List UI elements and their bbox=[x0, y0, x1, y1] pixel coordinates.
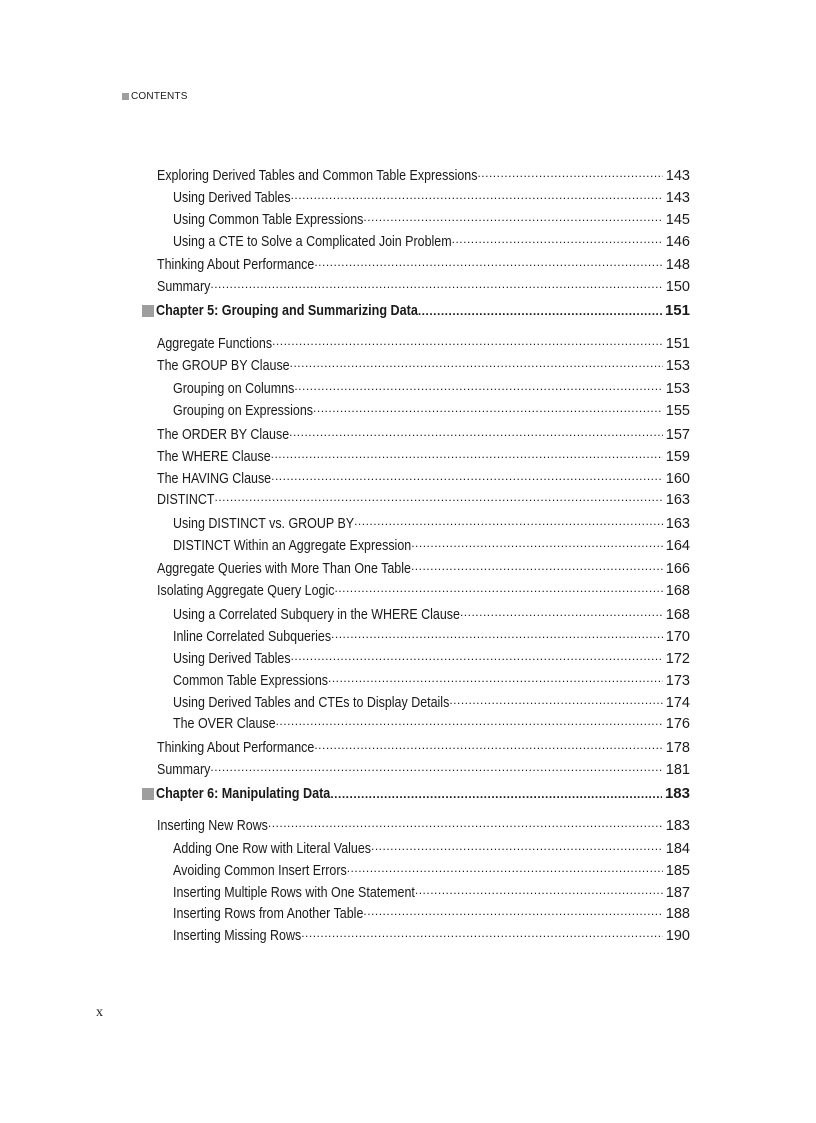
toc-entry-page: 183 bbox=[665, 817, 690, 834]
dot-leader bbox=[210, 276, 662, 291]
toc-entry-title: The WHERE Clause bbox=[157, 448, 271, 465]
toc-entry-title: Thinking About Performance bbox=[157, 739, 315, 756]
toc-entry-page: 187 bbox=[665, 884, 690, 901]
toc-entry[interactable] bbox=[157, 468, 690, 487]
dot-leader bbox=[347, 860, 663, 875]
toc-entry-title: Common Table Expressions bbox=[173, 672, 329, 689]
toc-entry-page: 178 bbox=[665, 739, 690, 756]
dot-leader bbox=[289, 424, 663, 439]
toc-entry[interactable] bbox=[157, 333, 690, 352]
dot-leader bbox=[460, 604, 663, 619]
toc-entry-page: 148 bbox=[665, 256, 690, 273]
toc-entry-title: The ORDER BY Clause bbox=[157, 426, 290, 443]
dot-leader bbox=[214, 489, 662, 504]
dot-leader bbox=[314, 737, 662, 752]
toc-entry-page: 151 bbox=[664, 302, 690, 319]
dot-leader bbox=[268, 815, 663, 830]
toc-entry[interactable] bbox=[157, 558, 690, 577]
page-number: x bbox=[96, 1005, 103, 1020]
toc-entry-page: 145 bbox=[665, 211, 690, 228]
dot-leader bbox=[328, 670, 663, 685]
toc-entry-page: 143 bbox=[665, 167, 690, 184]
toc-entry-page: 188 bbox=[665, 905, 690, 922]
dot-leader bbox=[271, 446, 663, 461]
toc-entry-page: 190 bbox=[665, 927, 690, 944]
toc-entry-page: 159 bbox=[665, 448, 690, 465]
running-header-label: CONTENTS bbox=[131, 91, 188, 102]
toc-entry[interactable] bbox=[173, 882, 690, 901]
dot-leader bbox=[330, 786, 662, 801]
toc-entry-title: Inserting Rows from Another Table bbox=[173, 905, 364, 922]
chapter-square-icon bbox=[142, 788, 154, 800]
toc-entry-page: 183 bbox=[664, 785, 690, 802]
toc-entry[interactable] bbox=[173, 925, 690, 944]
toc-entry-title: DISTINCT bbox=[157, 491, 215, 508]
dot-leader bbox=[354, 513, 663, 528]
toc-entry-title: Using DISTINCT vs. GROUP BY bbox=[173, 515, 355, 532]
toc-entry-title: Summary bbox=[157, 278, 211, 295]
toc-entry-page: 173 bbox=[665, 672, 690, 689]
toc-entry[interactable] bbox=[157, 165, 690, 184]
toc-entry-title: Using Derived Tables bbox=[173, 189, 291, 206]
toc-entry-page: 164 bbox=[665, 537, 690, 554]
running-header bbox=[122, 91, 188, 102]
dot-leader bbox=[418, 303, 662, 318]
dot-leader bbox=[291, 187, 663, 202]
toc-entry-title: Chapter 5: Grouping and Summarizing Data bbox=[156, 302, 418, 319]
dot-leader bbox=[415, 882, 663, 897]
toc-entry-page: 146 bbox=[665, 233, 690, 250]
dot-leader bbox=[314, 254, 662, 269]
toc-entry-title: Using Common Table Expressions bbox=[173, 211, 364, 228]
toc-entry[interactable] bbox=[157, 424, 690, 443]
toc-entry-title: Inserting New Rows bbox=[157, 817, 268, 834]
toc-entry[interactable] bbox=[157, 580, 690, 599]
toc-entry-title: Exploring Derived Tables and Common Table Expressions bbox=[157, 167, 478, 184]
toc-entry-title: Summary bbox=[157, 761, 211, 778]
toc-entry-title: The HAVING Clause bbox=[157, 470, 272, 487]
toc-entry-title: Inline Correlated Subqueries bbox=[173, 628, 332, 645]
toc-entry-title: Using a Correlated Subquery in the WHERE Clause bbox=[173, 606, 460, 623]
toc-entry-page: 155 bbox=[665, 402, 690, 419]
toc-entry[interactable] bbox=[173, 648, 690, 667]
toc-entry-page: 172 bbox=[665, 650, 690, 667]
toc-entry-title: Chapter 6: Manipulating Data bbox=[156, 785, 331, 802]
toc-entry[interactable] bbox=[173, 604, 690, 623]
dot-leader bbox=[449, 692, 662, 707]
toc-entry-title: Adding One Row with Literal Values bbox=[173, 840, 372, 857]
toc-entry[interactable] bbox=[173, 713, 690, 732]
dot-leader bbox=[363, 209, 662, 224]
toc-entry-title: Aggregate Queries with More Than One Table bbox=[157, 560, 411, 577]
toc-entry-page: 185 bbox=[665, 862, 690, 879]
toc-entry-page: 151 bbox=[665, 335, 690, 352]
toc-entry-page: 150 bbox=[665, 278, 690, 295]
dot-leader bbox=[301, 925, 663, 940]
toc-entry-page: 166 bbox=[665, 560, 690, 577]
toc-entry-title: Using Derived Tables bbox=[173, 650, 291, 667]
toc-entry[interactable] bbox=[157, 815, 690, 834]
toc-entry-page: 163 bbox=[665, 515, 690, 532]
toc-entry[interactable] bbox=[173, 626, 690, 645]
dot-leader bbox=[363, 903, 662, 918]
dot-leader bbox=[290, 355, 663, 370]
dot-leader bbox=[210, 759, 662, 774]
toc-entry-page: 176 bbox=[665, 715, 690, 732]
toc-entry[interactable] bbox=[173, 400, 690, 419]
toc-entry[interactable] bbox=[173, 378, 690, 397]
toc-entry-page: 184 bbox=[665, 840, 690, 857]
toc-entry[interactable] bbox=[173, 231, 690, 250]
chapter-square-icon bbox=[142, 305, 154, 317]
dot-leader bbox=[411, 535, 663, 550]
toc-entry-title: The OVER Clause bbox=[173, 715, 276, 732]
toc-entry-page: 153 bbox=[665, 357, 690, 374]
toc-entry[interactable] bbox=[157, 489, 690, 508]
toc-entry-page: 170 bbox=[665, 628, 690, 645]
toc-entry[interactable] bbox=[157, 355, 690, 374]
dot-leader bbox=[291, 648, 663, 663]
toc-entry-page: 168 bbox=[665, 606, 690, 623]
toc-entry[interactable] bbox=[157, 276, 690, 295]
toc-entry-title: Grouping on Columns bbox=[173, 380, 295, 397]
toc-entry-title: Inserting Missing Rows bbox=[173, 927, 302, 944]
toc-entry-page: 174 bbox=[665, 694, 690, 711]
toc-chapter-entry[interactable] bbox=[142, 785, 690, 802]
dot-leader bbox=[334, 580, 662, 595]
toc-entry-title: Aggregate Functions bbox=[157, 335, 273, 352]
toc-entry-title: DISTINCT Within an Aggregate Expression bbox=[173, 537, 412, 554]
dot-leader bbox=[477, 165, 662, 180]
toc-entry-title: Using a CTE to Solve a Complicated Join Problem bbox=[173, 233, 452, 250]
dot-leader bbox=[276, 713, 663, 728]
toc-entry-title: Grouping on Expressions bbox=[173, 402, 314, 419]
toc-entry-title: Isolating Aggregate Query Logic bbox=[157, 582, 335, 599]
toc-entry-title: Avoiding Common Insert Errors bbox=[173, 862, 347, 879]
toc-entry[interactable] bbox=[173, 535, 690, 554]
toc-entry-title: Using Derived Tables and CTEs to Display Details bbox=[173, 694, 450, 711]
dot-leader bbox=[294, 378, 662, 393]
toc-entry-page: 157 bbox=[665, 426, 690, 443]
toc-entry-page: 153 bbox=[665, 380, 690, 397]
toc-entry-title: Inserting Multiple Rows with One Statement bbox=[173, 884, 415, 901]
dot-leader bbox=[272, 333, 663, 348]
toc-entry[interactable] bbox=[157, 737, 690, 756]
dot-leader bbox=[313, 400, 663, 415]
toc-entry-page: 160 bbox=[665, 470, 690, 487]
toc-entry[interactable] bbox=[173, 670, 690, 689]
dot-leader bbox=[411, 558, 663, 573]
toc-entry[interactable] bbox=[173, 187, 690, 206]
toc-entry-page: 163 bbox=[665, 491, 690, 508]
toc-entry-title: Thinking About Performance bbox=[157, 256, 315, 273]
toc-entry[interactable] bbox=[157, 446, 690, 465]
toc-entry[interactable] bbox=[173, 860, 690, 879]
square-bullet-icon bbox=[122, 93, 129, 100]
toc-entry-page: 168 bbox=[665, 582, 690, 599]
toc-chapter-entry[interactable] bbox=[142, 302, 690, 319]
dot-leader bbox=[452, 231, 663, 246]
toc-entry[interactable] bbox=[173, 513, 690, 532]
dot-leader bbox=[371, 838, 663, 853]
toc-entry-title: The GROUP BY Clause bbox=[157, 357, 290, 374]
toc-entry[interactable] bbox=[173, 692, 690, 711]
toc-entry[interactable] bbox=[173, 838, 690, 857]
toc-entry-page: 181 bbox=[665, 761, 690, 778]
dot-leader bbox=[271, 468, 663, 483]
toc-entry[interactable] bbox=[157, 759, 690, 778]
toc-entry-page: 143 bbox=[665, 189, 690, 206]
toc-entry[interactable] bbox=[173, 903, 690, 922]
toc-entry[interactable] bbox=[157, 254, 690, 273]
dot-leader bbox=[331, 626, 663, 641]
toc-entry[interactable] bbox=[173, 209, 690, 228]
